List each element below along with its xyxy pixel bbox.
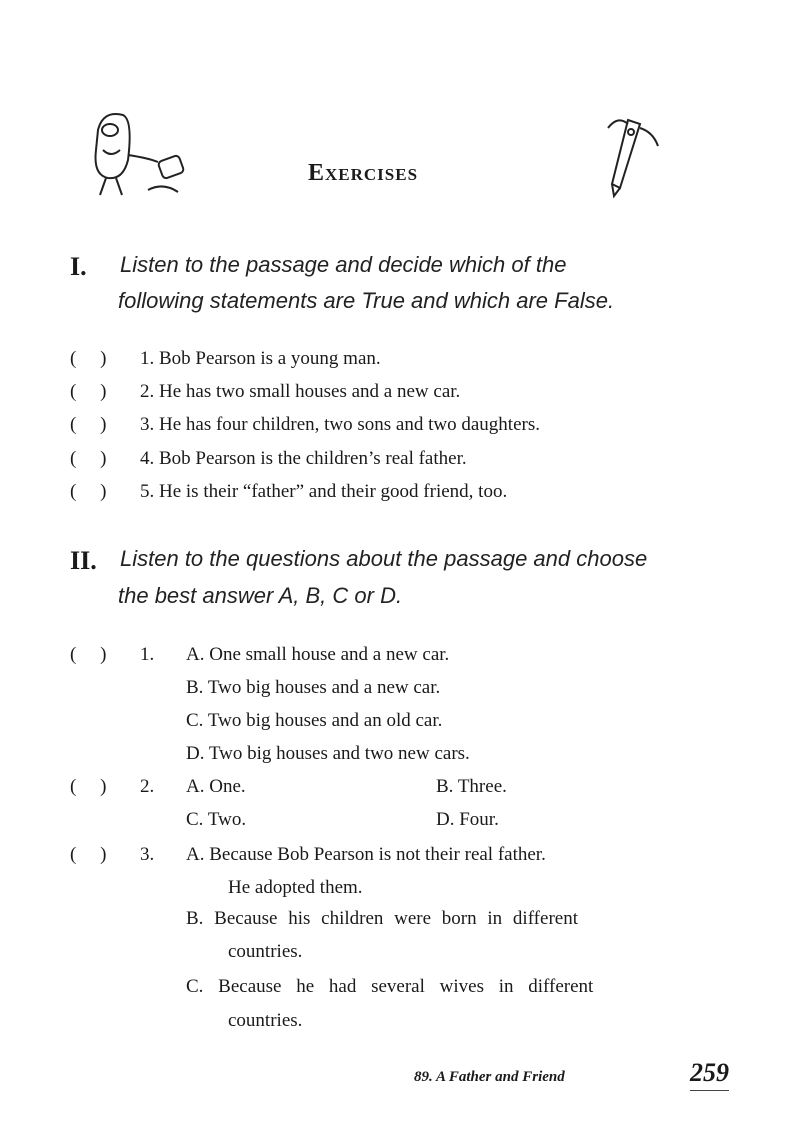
answer-blank[interactable]: ( ) bbox=[70, 414, 107, 435]
page-title: Exercises bbox=[308, 160, 419, 186]
lesson-title: 89. A Father and Friend bbox=[414, 1069, 565, 1085]
question-3-option-b: B. Because his children were born in different bbox=[186, 908, 578, 929]
section-1-instruction-line2: following statements are True and which are False. bbox=[118, 288, 615, 313]
statement-5: 5. He is their “father” and their good friend, too. bbox=[140, 481, 508, 502]
answer-blank[interactable]: ( ) bbox=[70, 348, 107, 369]
section-2-numeral: II. bbox=[70, 546, 97, 575]
section-2-instruction-line2: the best answer A, B, C or D. bbox=[118, 583, 403, 608]
question-3-option-b-cont: countries. bbox=[228, 941, 303, 962]
section-2-instruction-line1: Listen to the questions about the passage and choose bbox=[120, 546, 648, 571]
question-1-option-c: C. Two big houses and an old car. bbox=[186, 710, 443, 731]
section-1-instruction-line1: Listen to the passage and decide which of the bbox=[120, 252, 567, 277]
question-3-option-a: A. Because Bob Pearson is not their real father. bbox=[186, 844, 546, 865]
statement-2: 2. He has two small houses and a new car. bbox=[140, 381, 461, 402]
answer-blank[interactable]: ( ) bbox=[70, 644, 107, 665]
section-1-numeral: I. bbox=[70, 252, 87, 281]
question-3-option-c-cont: countries. bbox=[228, 1010, 303, 1031]
question-2-option-b: B. Three. bbox=[436, 776, 507, 797]
answer-blank[interactable]: ( ) bbox=[70, 481, 107, 502]
question-2-option-d: D. Four. bbox=[436, 809, 499, 830]
page-number: 259 bbox=[690, 1058, 729, 1091]
question-3-number: 3. bbox=[140, 844, 155, 865]
question-1-option-b: B. Two big houses and a new car. bbox=[186, 677, 441, 698]
answer-blank[interactable]: ( ) bbox=[70, 776, 107, 797]
question-1-option-d: D. Two big houses and two new cars. bbox=[186, 743, 470, 764]
answer-blank[interactable]: ( ) bbox=[70, 844, 107, 865]
question-1-option-a: A. One small house and a new car. bbox=[186, 644, 450, 665]
answer-blank[interactable]: ( ) bbox=[70, 381, 107, 402]
statement-4: 4. Bob Pearson is the children’s real father. bbox=[140, 448, 467, 469]
statement-3: 3. He has four children, two sons and two daughters. bbox=[140, 414, 540, 435]
question-1-number: 1. bbox=[140, 644, 155, 665]
answer-blank[interactable]: ( ) bbox=[70, 448, 107, 469]
question-2-number: 2. bbox=[140, 776, 155, 797]
question-2-option-a: A. One. bbox=[186, 776, 246, 797]
statement-1: 1. Bob Pearson is a young man. bbox=[140, 348, 381, 369]
pencil-illustration bbox=[598, 110, 668, 200]
question-2-option-c: C. Two. bbox=[186, 809, 247, 830]
cartoon-phone-illustration bbox=[78, 100, 198, 200]
question-3-option-a-cont: He adopted them. bbox=[228, 877, 363, 898]
question-3-option-c: C. Because he had several wives in different bbox=[186, 976, 594, 997]
